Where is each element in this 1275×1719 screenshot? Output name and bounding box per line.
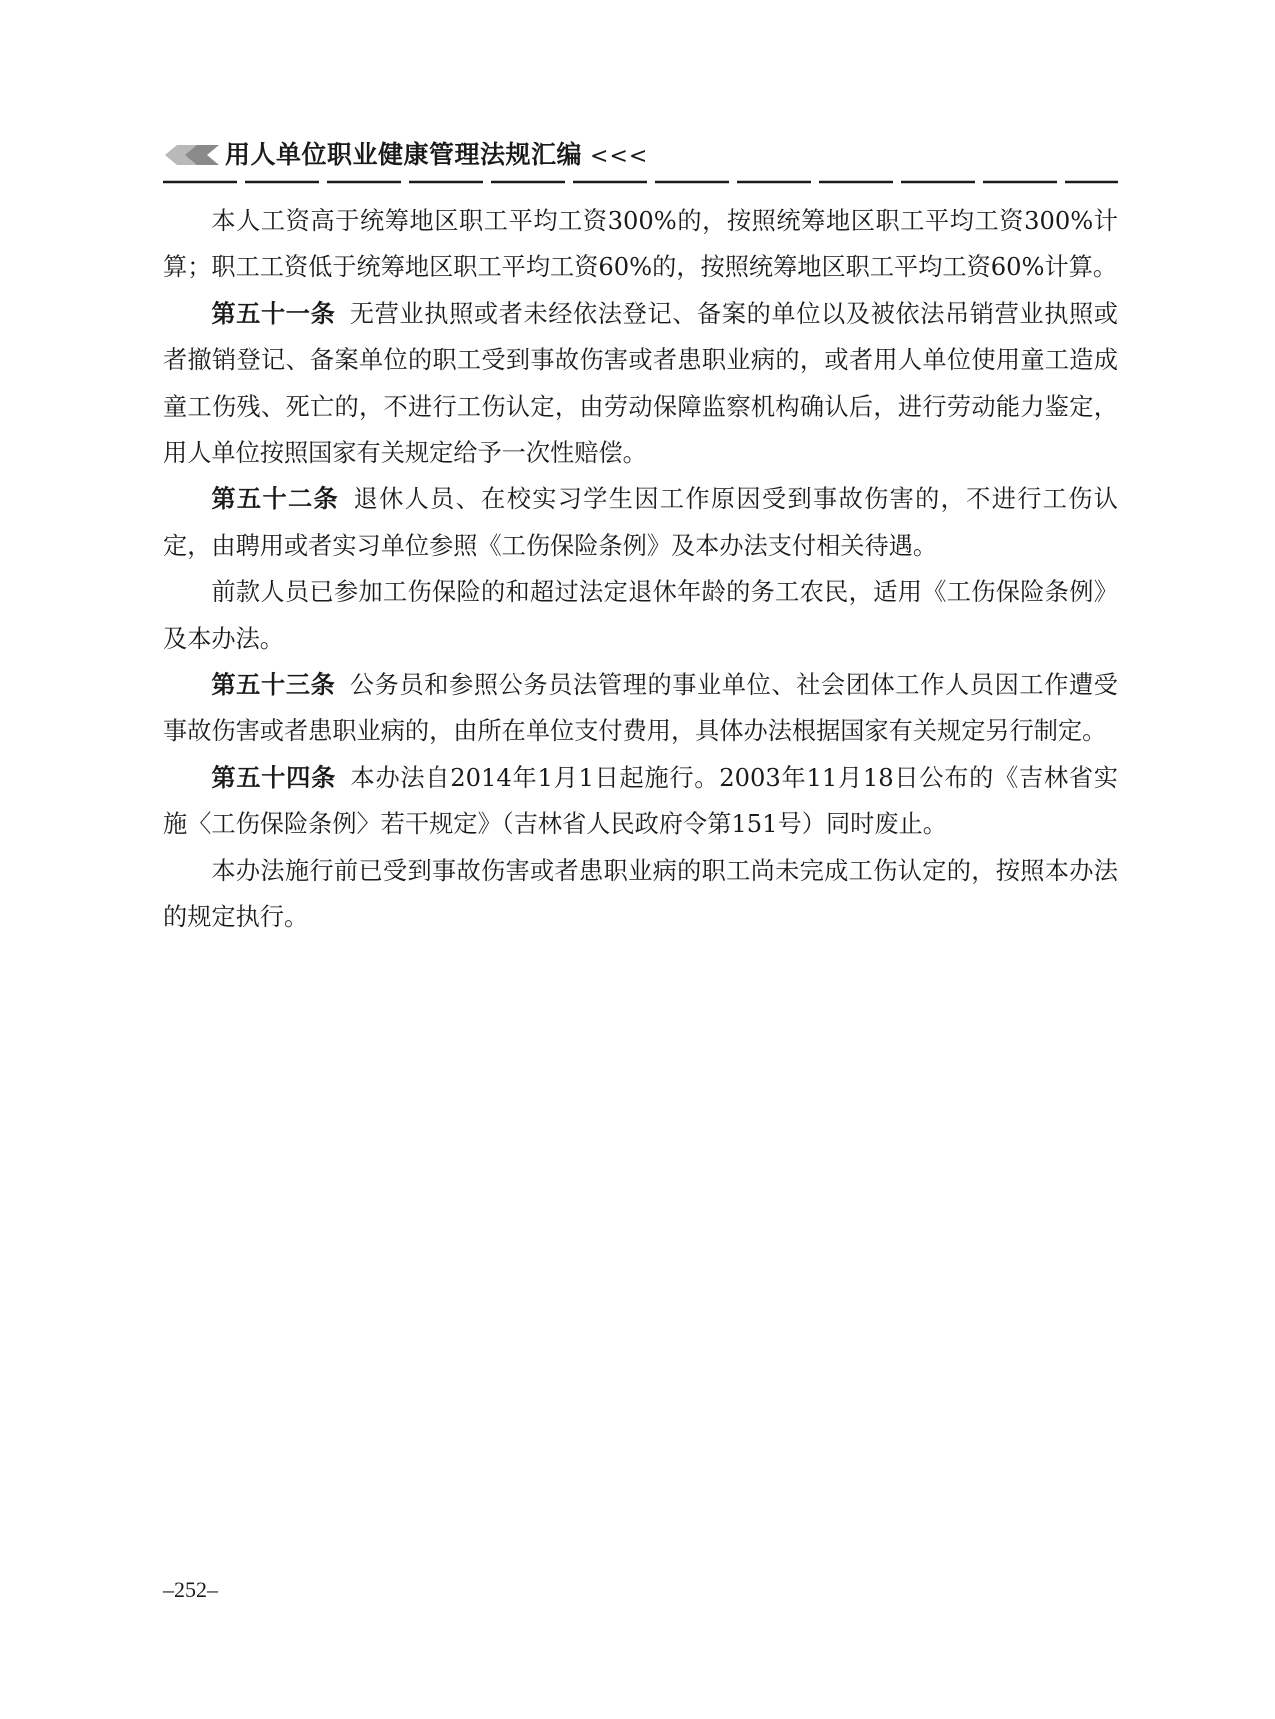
paragraph <box>163 569 1118 662</box>
paragraph-text: 前款人员已参加工伤保险的和超过法定退休年龄的务工农民，适用《工伤保险条例》及本办法。 <box>163 578 1118 653</box>
article-number: 第五十三条 <box>211 671 336 700</box>
book-title-text: 用人单位职业健康管理法规汇编 <box>225 140 583 169</box>
book-title <box>225 138 648 174</box>
paragraph-text: 退休人员、在校实习学生因工作原因受到事故伤害的，不进行工伤认定，由聘用或者实习单位参照《工伤保险条例》及本办法支付相关待遇。 <box>163 485 1118 560</box>
header-dashed-rule <box>163 180 1118 184</box>
article-number: 第五十一条 <box>211 299 336 328</box>
paragraph-text: 无营业执照或者未经依法登记、备案的单位以及被依法吊销营业执照或者撤销登记、备案单位的职工受到事故伤害或者患职业病的，或者用人单位使用童工造成童工伤残、死亡的，不进行工伤认定，由劳动保障监察机构确认后，进行劳动能力鉴定，用人单位按照国家有关规定给予一次性赔偿。 <box>163 299 1118 468</box>
paragraph <box>163 662 1118 755</box>
article-number: 第五十四条 <box>211 763 337 792</box>
paragraph-text: 本办法自2014年1月1日起施行。2003年11月18日公布的《吉林省实施〈工伤保险条例〉若干规定》（吉林省人民政府令第151号）同时废止。 <box>163 763 1118 839</box>
chevrons-mark: <<< <box>590 144 649 169</box>
paragraph <box>163 476 1118 569</box>
paragraph <box>163 291 1118 477</box>
paragraph <box>163 848 1118 941</box>
paragraph-text: 本办法施行前已受到事故伤害或者患职业病的职工尚未完成工伤认定的，按照本办法的规定执行。 <box>163 856 1118 932</box>
article-number: 第五十二条 <box>211 485 340 514</box>
paragraph-text: 公务员和参照公务员法管理的事业单位、社会团体工作人员因工作遭受事故伤害或者患职业病的，由所在单位支付费用，具体办法根据国家有关规定另行制定。 <box>163 671 1118 746</box>
paragraph <box>163 198 1118 291</box>
paragraph-text: 本人工资高于统筹地区职工平均工资300%的，按照统筹地区职工平均工资300%计算；职工工资低于统筹地区职工平均工资60%的，按照统筹地区职工平均工资60%计算。 <box>163 207 1118 282</box>
running-header <box>163 138 1118 188</box>
document-body <box>163 198 1118 941</box>
paragraph <box>163 755 1118 848</box>
page-number: –252– <box>163 1577 218 1602</box>
